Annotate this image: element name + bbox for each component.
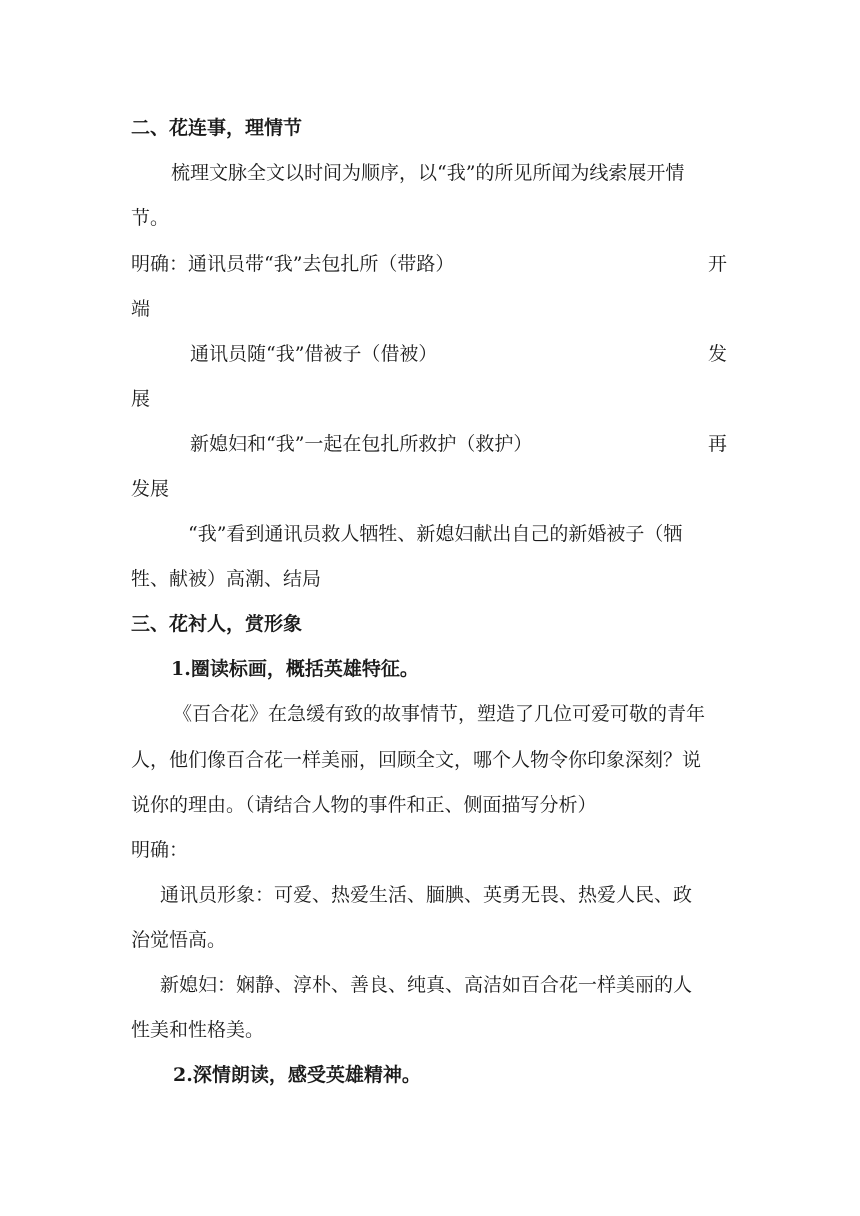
plot-develop-tag-a: 发 <box>708 343 728 365</box>
question-2: 2.深情朗读，感受英雄精神。 <box>173 1064 421 1086</box>
plot-climax-line-1: “我”看到通讯员救人牺牲、新媳妇献出自己的新婚被子（牺 <box>188 523 683 545</box>
prompt-line-1: 《百合花》在急缓有致的故事情节，塑造了几位可爱可敬的青年 <box>173 703 706 725</box>
plot-further-tag-a: 再 <box>708 433 728 455</box>
messenger-line-2: 治觉悟高。 <box>131 929 227 951</box>
messenger-line-1: 通讯员形象：可爱、热爱生活、腼腆、英勇无畏、热爱人民、政 <box>160 884 693 906</box>
plot-begin-tag-a: 开 <box>708 253 728 275</box>
bride-line-1: 新媳妇：娴静、淳朴、善良、纯真、高洁如百合花一样美丽的人 <box>160 974 693 996</box>
intro-line-2: 节。 <box>131 207 170 229</box>
plot-further-tag-b: 发展 <box>131 478 170 500</box>
plot-climax-line-2: 牲、献被）高潮、结局 <box>131 568 322 590</box>
plot-begin: 明确：通讯员带“我”去包扎所（带路） <box>131 253 455 275</box>
plot-begin-tag-b: 端 <box>131 298 151 320</box>
intro-line-1: 梳理文脉全文以时间为顺序，以“我”的所见所闻为线索展开情 <box>171 162 685 184</box>
plot-develop: 通讯员随“我”借被子（借被） <box>190 343 438 365</box>
prompt-line-3: 说你的理由。（请结合人物的事件和正、侧面描写分析） <box>131 794 597 816</box>
prompt-line-2: 人，他们像百合花一样美丽，回顾全文，哪个人物令你印象深刻？说 <box>131 749 702 771</box>
section-heading-2: 二、花连事，理情节 <box>131 117 303 139</box>
bride-line-2: 性美和性格美。 <box>131 1019 265 1041</box>
answer-label: 明确： <box>131 839 189 861</box>
section-heading-3: 三、花衬人，赏形象 <box>131 613 303 635</box>
question-1: 1.圈读标画，概括英雄特征。 <box>171 658 419 680</box>
plot-develop-tag-b: 展 <box>131 388 151 410</box>
plot-further: 新媳妇和“我”一起在包扎所救护（救护） <box>190 433 533 455</box>
